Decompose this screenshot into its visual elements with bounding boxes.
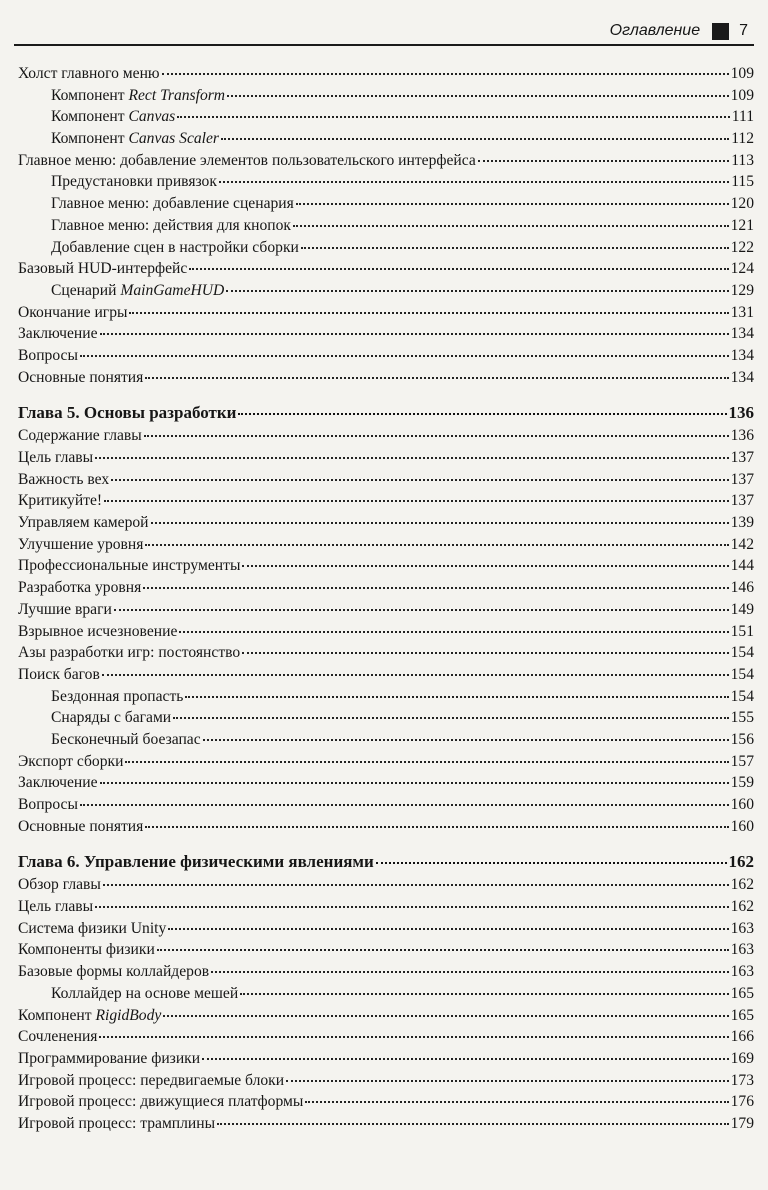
toc-entry-italic-text: MainGameHUD: [120, 281, 225, 299]
toc-entry: [18, 961, 754, 983]
toc-entry-label: [51, 237, 299, 259]
toc-entry-italic-text: Canvas: [128, 108, 176, 126]
toc-entry: [18, 918, 754, 940]
dot-leader: [95, 902, 728, 908]
toc-entry-page-number: 149: [730, 600, 754, 618]
toc-entry-label: [18, 425, 142, 447]
toc-entry-label: [51, 729, 201, 751]
toc-entry: [18, 280, 754, 302]
toc-entry-label: [51, 85, 225, 107]
toc-entry-label: [18, 939, 155, 961]
toc-entry: [18, 469, 754, 491]
dot-leader: [80, 800, 729, 806]
dot-leader: [111, 475, 728, 481]
toc-entry-text: Бесконечный боезапас: [51, 730, 201, 748]
toc-entry-text: Глава 5. Основы разработки: [18, 403, 237, 423]
dot-leader: [301, 243, 729, 249]
toc-entry-page-number: 134: [730, 325, 754, 343]
dot-leader: [221, 134, 729, 140]
toc-entry-text: Улучшение уровня: [18, 535, 144, 553]
toc-entry-page-number: 154: [730, 644, 754, 662]
dot-leader: [293, 221, 729, 227]
dot-leader: [305, 1097, 728, 1103]
dot-leader: [80, 351, 729, 357]
toc-entry-text: Программирование физики: [18, 1049, 201, 1067]
dot-leader: [104, 496, 728, 502]
toc-entry-label: [18, 323, 98, 345]
toc-entry: [18, 599, 754, 621]
dot-leader: [296, 199, 729, 205]
toc-entry: [18, 1026, 754, 1048]
toc-entry: [18, 794, 754, 816]
toc-entry-label: [51, 193, 294, 215]
toc-entry-label: [18, 1070, 284, 1092]
toc-entry-page-number: 160: [730, 817, 754, 835]
toc-entry-label: [51, 280, 224, 302]
toc-entry-page-number: 162: [728, 852, 754, 872]
toc-entry-text: Игровой процесс: передвигаемые блоки: [18, 1071, 285, 1089]
toc-entry-page-number: 163: [730, 963, 754, 981]
toc-entry-page-number: 173: [730, 1071, 754, 1089]
dot-leader: [129, 308, 728, 314]
dot-leader: [145, 822, 728, 828]
dot-leader: [478, 156, 729, 162]
toc-entry-text: Основные понятия: [18, 817, 144, 835]
toc-entry-page-number: 131: [730, 303, 754, 321]
toc-entry-label: [18, 1026, 97, 1048]
toc-entry-page-number: 122: [730, 238, 754, 256]
toc-entry-label: [18, 1091, 303, 1113]
dot-leader: [177, 112, 730, 118]
toc-entry-label: [51, 983, 238, 1005]
dot-leader: [217, 1119, 729, 1125]
toc-entry-text: Сочленения: [18, 1028, 98, 1046]
toc-entry-text: Компонент: [18, 1006, 96, 1024]
toc-entry-text: Холст главного меню: [18, 65, 160, 82]
toc-entry-page-number: 121: [730, 216, 754, 234]
toc-entry-text: Окончание игры: [18, 303, 128, 321]
toc-entry-text: Игровой процесс: движущиеся платформы: [18, 1093, 304, 1111]
toc-entry-page-number: 144: [730, 557, 754, 575]
toc-entry-page-number: 146: [730, 579, 754, 597]
toc-entry-page-number: 124: [730, 260, 754, 278]
toc-entry-page-number: 176: [730, 1093, 754, 1111]
toc-entry-text: Взрывное исчезновение: [18, 622, 178, 640]
toc-entry-page-number: 160: [730, 796, 754, 813]
toc-chapter-entry: [18, 849, 754, 874]
toc-entry-label: [18, 1113, 215, 1135]
toc-entry: [18, 106, 754, 128]
toc-entry-page-number: 113: [731, 151, 754, 169]
toc-entry-text: Главное меню: добавление элементов пользовательского интерфейса: [18, 151, 476, 169]
toc-entry-label: [51, 171, 217, 193]
toc-entry: [18, 1070, 754, 1092]
dot-leader: [240, 989, 728, 995]
toc-entry-label: [18, 961, 209, 983]
toc-entry-page-number: 163: [730, 919, 754, 937]
toc-entry-label: [18, 534, 143, 556]
toc-entry-label: [18, 896, 93, 918]
toc-entry: [18, 367, 754, 389]
toc-entry-page-number: 163: [730, 941, 754, 959]
toc-entry: [18, 1005, 754, 1027]
toc-entry-text: Заключение: [18, 325, 98, 343]
toc-entry-page-number: 137: [730, 470, 754, 488]
toc-entry: [18, 237, 754, 259]
toc-entry: [18, 555, 754, 577]
running-header-title: Оглавление: [609, 22, 701, 39]
toc-entry-page-number: 112: [731, 130, 754, 148]
toc-entry-text: Главное меню: действия для кнопок: [51, 216, 292, 234]
toc-entry-page-number: 136: [730, 427, 754, 445]
toc-entry-label: [18, 751, 123, 773]
toc-entry-page-number: 165: [730, 984, 754, 1002]
dot-leader: [179, 627, 728, 633]
toc-entry-page-number: 142: [730, 535, 754, 553]
toc-entry-page-number: 109: [730, 65, 754, 82]
toc-entry-text: Азы разработки игр: постоянство: [18, 644, 241, 662]
toc-entry-label: [18, 1048, 200, 1070]
toc-entry-text: Базовые формы коллайдеров: [18, 963, 210, 981]
dot-leader: [226, 286, 728, 292]
toc-entry-label: [18, 555, 240, 577]
toc-entry-text: Компонент: [51, 86, 129, 104]
toc-entry: [18, 490, 754, 512]
dot-leader: [144, 431, 729, 437]
toc-entry-page-number: 162: [730, 876, 754, 894]
toc-entry-page-number: 134: [730, 368, 754, 386]
toc-entry: [18, 534, 754, 556]
toc-entry: [18, 1113, 754, 1135]
toc-entry: [18, 447, 754, 469]
dot-leader: [145, 373, 728, 379]
toc-entry-italic-text: RigidBody: [95, 1006, 162, 1024]
toc-entry-text: Глава 6. Управление физическими явлениями: [18, 852, 374, 872]
toc-entry-label: [18, 794, 78, 816]
toc-entry-label: [18, 400, 236, 425]
toc-entry: [18, 983, 754, 1005]
toc-entry-text: Цель главы: [18, 898, 94, 916]
dot-leader: [163, 1011, 728, 1017]
toc-entry-text: Вопросы: [18, 796, 78, 813]
dot-leader: [100, 778, 729, 784]
toc-entry: [18, 258, 754, 280]
toc-entry: [18, 1048, 754, 1070]
toc-entry-label: [18, 447, 93, 469]
toc-entry: [18, 664, 754, 686]
toc-entry: [18, 323, 754, 345]
dot-leader: [227, 91, 729, 97]
dot-leader: [185, 692, 728, 698]
dot-leader: [103, 880, 729, 886]
toc-entry-page-number: 137: [730, 492, 754, 510]
toc-entry: [18, 128, 754, 150]
dot-leader: [99, 1032, 728, 1038]
toc-entry: [18, 1091, 754, 1113]
dot-leader: [145, 540, 728, 546]
dot-leader: [95, 453, 728, 459]
toc-entry-page-number: 136: [728, 403, 754, 423]
toc-entry-page-number: 115: [731, 173, 754, 191]
toc-entry-page-number: 120: [730, 195, 754, 213]
toc-entry-text: Коллайдер на основе мешей: [51, 984, 239, 1002]
toc-entry: [18, 642, 754, 664]
toc-entry-label: [18, 258, 187, 280]
running-header-page-number: 7: [739, 22, 748, 39]
toc-entry-label: [18, 577, 141, 599]
toc-entry-text: Критикуйте!: [18, 492, 103, 510]
dot-leader: [238, 409, 726, 415]
dot-leader: [102, 670, 729, 676]
toc-entry-text: Лучшие враги: [18, 600, 112, 618]
toc-entry-text: Система физики Unity: [18, 919, 167, 937]
dot-leader: [100, 329, 729, 335]
toc-entry: [18, 729, 754, 751]
toc-entry-page-number: 166: [730, 1028, 754, 1046]
dot-leader: [189, 264, 728, 270]
toc-entry: [18, 896, 754, 918]
toc-entry-label: [18, 367, 143, 389]
toc-entry-text: Вопросы: [18, 346, 78, 364]
toc-entry-text: Компонент: [51, 108, 129, 126]
dot-leader: [143, 583, 728, 589]
toc-entry: [18, 63, 754, 85]
toc-entry: [18, 939, 754, 961]
dot-leader: [219, 177, 729, 183]
toc-entry-label: [51, 707, 171, 729]
toc-entry: [18, 193, 754, 215]
toc-entry: [18, 215, 754, 237]
toc-entry-label: [51, 106, 175, 128]
toc-entry-page-number: 139: [730, 514, 754, 532]
toc-entry-label: [18, 816, 143, 838]
toc-entry: [18, 686, 754, 708]
toc-entry-page-number: 137: [730, 449, 754, 466]
toc-entry: [18, 577, 754, 599]
toc-entry-label: [18, 150, 476, 172]
toc-entry: [18, 512, 754, 534]
toc-entry-text: Обзор главы: [18, 876, 101, 894]
toc-entry-text: Управляем камерой: [18, 514, 149, 532]
toc-entry-label: [51, 686, 183, 708]
toc-chapter-entry: [18, 400, 754, 425]
toc-entry: [18, 345, 754, 367]
toc-entry-label: [18, 918, 166, 940]
toc-entry-label: [18, 599, 112, 621]
toc-entry: [18, 874, 754, 896]
dot-leader: [286, 1076, 729, 1082]
toc-entry-text: Компонент: [51, 130, 129, 148]
dot-leader: [114, 605, 729, 611]
toc-entry-page-number: 156: [730, 730, 754, 748]
toc-entry: [18, 171, 754, 193]
dot-leader: [242, 648, 728, 654]
toc-entry: [18, 302, 754, 324]
toc-entry-text: Основные понятия: [18, 368, 144, 386]
toc-entry-page-number: 151: [730, 622, 754, 640]
toc-entry-italic-text: Canvas Scaler: [128, 130, 219, 148]
toc-entry-text: Заключение: [18, 774, 98, 792]
toc-entry-page-number: 162: [730, 898, 754, 916]
toc-entry-text: Игровой процесс: трамплины: [18, 1114, 216, 1132]
toc-entry-page-number: 129: [730, 281, 754, 299]
toc-entry-label: [18, 874, 101, 896]
toc-entry-text: Добавление сцен в настройки сборки: [51, 238, 299, 256]
toc-entry-text: Экспорт сборки: [18, 752, 124, 770]
toc-entry-label: [18, 469, 109, 491]
toc-entry-page-number: 109: [730, 86, 754, 104]
toc-entry-text: Цель главы: [18, 449, 94, 466]
toc-entry-text: Поиск багов: [18, 665, 100, 683]
toc-entry-text: Главное меню: добавление сценария: [51, 195, 294, 213]
toc-entry-text: Содержание главы: [18, 427, 142, 445]
toc-entry-page-number: 165: [730, 1006, 754, 1024]
toc-entry: [18, 816, 754, 838]
table-of-contents: [18, 63, 754, 1135]
toc-entry-text: Бездонная пропасть: [51, 687, 184, 705]
dot-leader: [173, 713, 728, 719]
dot-leader: [125, 757, 728, 763]
toc-entry-text: Снаряды с багами: [51, 709, 172, 727]
dot-leader: [162, 69, 729, 75]
toc-entry-text: Важность вех: [18, 470, 110, 488]
toc-entry-text: Сценарий: [51, 281, 121, 299]
toc-entry-page-number: 155: [730, 709, 754, 727]
toc-entry-label: [18, 1005, 161, 1027]
toc-entry-page-number: 154: [730, 665, 754, 683]
toc-entry-page-number: 157: [730, 752, 754, 770]
toc-entry-page-number: 111: [731, 108, 754, 126]
header-square-icon: [712, 23, 729, 40]
toc-entry-label: [18, 512, 149, 534]
running-header: [14, 18, 754, 46]
dot-leader: [157, 945, 729, 951]
toc-entry-label: [51, 215, 291, 237]
toc-entry: [18, 772, 754, 794]
toc-entry: [18, 85, 754, 107]
toc-entry-page-number: 159: [730, 774, 754, 792]
toc-entry-text: Предустановки привязок: [51, 173, 217, 191]
toc-entry-label: [18, 642, 240, 664]
toc-entry-text: Разработка уровня: [18, 579, 142, 597]
toc-entry-page-number: 134: [730, 346, 754, 364]
dot-leader: [203, 735, 729, 741]
dot-leader: [151, 518, 729, 524]
toc-entry-label: [18, 772, 98, 794]
toc-entry-label: [18, 345, 78, 367]
dot-leader: [202, 1054, 729, 1060]
toc-entry-page-number: 169: [730, 1049, 754, 1067]
toc-entry-label: [18, 664, 100, 686]
toc-entry-label: [51, 128, 219, 150]
dot-leader: [242, 561, 728, 567]
toc-entry-italic-text: Rect Transform: [128, 86, 226, 104]
toc-entry-page-number: 154: [730, 687, 754, 705]
toc-entry-text: Базовый HUD-интерфейс: [18, 260, 188, 278]
dot-leader: [376, 858, 727, 864]
toc-entry: [18, 150, 754, 172]
toc-entry-label: [18, 849, 374, 874]
dot-leader: [168, 924, 728, 930]
toc-entry: [18, 707, 754, 729]
toc-entry-text: Профессиональные инструменты: [18, 557, 241, 575]
toc-entry: [18, 425, 754, 447]
toc-entry: [18, 621, 754, 643]
toc-entry: [18, 751, 754, 773]
toc-entry-label: [18, 490, 102, 512]
toc-entry-text: Компоненты физики: [18, 941, 155, 959]
toc-entry-label: [18, 302, 127, 324]
toc-entry-label: [18, 621, 177, 643]
toc-entry-page-number: 179: [730, 1114, 754, 1132]
toc-entry-label: [18, 63, 160, 85]
dot-leader: [211, 967, 728, 973]
